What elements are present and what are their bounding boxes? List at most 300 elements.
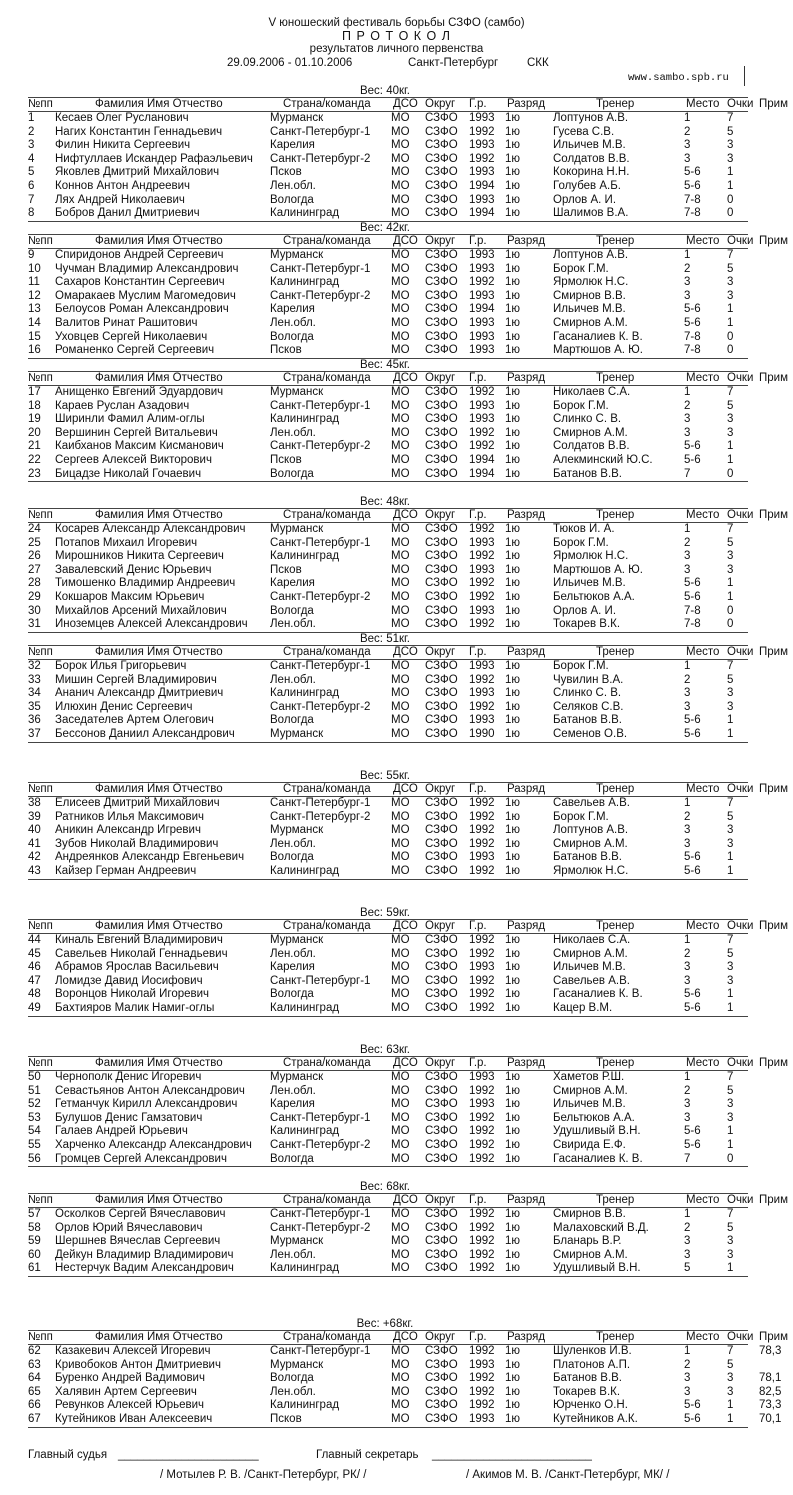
table-cell: Смирнов А.М. — [553, 1084, 628, 1097]
table-cell: СЗФО — [425, 810, 458, 823]
table-cell: Селяков С.В. — [553, 700, 624, 713]
table-row — [0, 838, 793, 852]
column-header: Страна/команда — [283, 1057, 371, 1069]
table-cell: 1 — [727, 1002, 734, 1014]
weight-section — [0, 908, 793, 1045]
table-row — [0, 180, 793, 194]
column-header: Г.р. — [469, 920, 487, 932]
column-header: ДСО — [393, 98, 418, 110]
table-cell: СЗФО — [425, 660, 458, 672]
table-cell: МО — [391, 262, 410, 275]
table-row — [0, 1153, 793, 1167]
table-cell: МО — [391, 1208, 410, 1220]
table-cell: 1ю — [505, 523, 521, 535]
table-cell: СЗФО — [425, 591, 458, 603]
column-header: Фамилия Имя Отчество — [95, 1331, 223, 1343]
table-cell: 1993 — [469, 112, 495, 124]
table-cell: СЗФО — [425, 1002, 458, 1014]
table-cell: 1ю — [505, 1345, 521, 1357]
table-cell: СЗФО — [425, 1111, 458, 1124]
table-cell: 1992 — [469, 550, 495, 563]
table-cell: 5-6 — [684, 454, 701, 466]
table-cell: 1992 — [469, 426, 495, 439]
table-cell: Михайлов Арсений Михайлович — [55, 604, 227, 617]
table-cell: 1 — [727, 728, 734, 740]
table-cell: 1993 — [469, 536, 495, 549]
table-cell: 1 — [684, 523, 691, 535]
table-cell: 2 — [684, 262, 691, 275]
table-cell: МО — [391, 851, 410, 864]
table-cell: МО — [391, 317, 410, 329]
table-cell: 1992 — [469, 440, 495, 453]
table-cell: 5 — [28, 166, 35, 179]
table-cell: 49 — [28, 1002, 41, 1014]
table-cell: 1ю — [505, 1372, 521, 1385]
table-row — [0, 1235, 793, 1249]
table-cell: 7-8 — [684, 344, 701, 357]
section-bottom-rule — [28, 1276, 748, 1277]
table-cell: Удушливый В.Н. — [553, 1262, 641, 1275]
table-cell: Шуленков И.В. — [553, 1345, 632, 1357]
table-cell: Ильичев М.В. — [553, 139, 626, 152]
table-cell: 5 — [727, 536, 734, 549]
column-header: Страна/команда — [283, 920, 371, 932]
table-cell: Калининград — [270, 276, 340, 289]
column-header: Округ — [425, 98, 456, 110]
table-cell: 1ю — [505, 467, 521, 480]
table-cell: 23 — [28, 467, 41, 480]
table-cell: 3 — [727, 961, 734, 974]
column-header: Тренер — [596, 1331, 635, 1343]
table-cell: 7 — [727, 249, 734, 261]
section-bottom-rule — [28, 1427, 748, 1428]
website-url: www.sambo.spb.ru — [628, 72, 729, 84]
table-cell: 1992 — [469, 1208, 495, 1220]
table-cell: 1993 — [469, 249, 495, 261]
table-row — [0, 139, 793, 153]
table-cell: 1ю — [505, 837, 521, 850]
table-row — [0, 851, 793, 865]
table-cell: 1 — [727, 317, 734, 329]
table-cell: 62 — [28, 1345, 41, 1357]
table-cell: СЗФО — [425, 728, 458, 740]
column-header: Разряд — [507, 372, 546, 384]
table-cell: МО — [391, 386, 410, 398]
table-cell: МО — [391, 440, 410, 453]
table-cell: МО — [391, 824, 410, 837]
weight-class-title: Вес: 68кг. — [359, 1181, 410, 1193]
table-row — [0, 811, 793, 825]
table-cell: 0 — [727, 618, 734, 631]
table-cell: 2 — [684, 1084, 691, 1097]
column-header: Разряд — [507, 1057, 546, 1069]
table-cell: Санкт-Петербург-1 — [270, 399, 371, 412]
table-cell: 1992 — [469, 618, 495, 631]
chief-secretary-name: / Акимов М. В. /Санкт-Петербург, МК/ / — [466, 1469, 670, 1481]
column-header-row — [0, 646, 793, 660]
column-header: Очки — [727, 783, 754, 795]
table-cell: СЗФО — [425, 139, 458, 152]
table-cell: 1993 — [469, 851, 495, 864]
table-cell: МО — [391, 467, 410, 480]
table-cell: МО — [391, 797, 410, 809]
table-cell: Вологда — [270, 714, 314, 727]
table-cell: 1 — [727, 1413, 734, 1425]
table-cell: 1ю — [505, 303, 521, 316]
table-cell: 1992 — [469, 125, 495, 138]
table-cell: 1992 — [469, 988, 495, 1001]
table-cell: 1 — [727, 577, 734, 590]
table-cell: 30 — [28, 604, 41, 617]
table-cell: 0 — [727, 344, 734, 357]
table-cell: 1ю — [505, 112, 521, 124]
table-cell: 1ю — [505, 1125, 521, 1138]
table-cell: МО — [391, 330, 410, 343]
column-header: Место — [686, 1194, 720, 1206]
table-cell: СЗФО — [425, 974, 458, 987]
table-cell: 56 — [28, 1152, 41, 1165]
column-header: Место — [686, 1057, 720, 1069]
table-cell: Ломидзе Давид Иосифович — [55, 974, 203, 987]
table-cell: Санкт-Петербург-1 — [270, 660, 371, 672]
table-cell: Алекминский Ю.С. — [553, 454, 653, 466]
table-cell: 1ю — [505, 714, 521, 727]
column-header: Фамилия Имя Отчество — [95, 372, 223, 384]
table-cell: 3 — [684, 700, 691, 713]
table-cell: Казакевич Алексей Игоревич — [55, 1345, 211, 1357]
table-cell: 1ю — [505, 139, 521, 152]
table-row — [0, 1098, 793, 1112]
table-cell: СЗФО — [425, 180, 458, 192]
table-cell: МО — [391, 1345, 410, 1357]
table-cell: 1ю — [505, 1084, 521, 1097]
table-cell: СЗФО — [425, 934, 458, 946]
table-cell: Лоптунов А.В. — [553, 112, 629, 124]
table-cell: 1993 — [469, 413, 495, 426]
table-cell: 3 — [727, 1111, 734, 1124]
weight-section — [0, 634, 793, 771]
table-cell: Калининград — [270, 687, 340, 700]
table-cell: МО — [391, 687, 410, 700]
column-header: Разряд — [507, 646, 546, 658]
table-cell: Николаев С.А. — [553, 386, 631, 398]
column-header: ДСО — [393, 509, 418, 521]
table-cell: МО — [391, 166, 410, 179]
weight-section — [0, 1319, 793, 1456]
table-cell: 1 — [684, 660, 691, 672]
table-cell: 1992 — [469, 1385, 495, 1398]
table-cell: Дейкун Владимир Владимирович — [55, 1248, 234, 1261]
table-cell: Санкт-Петербург-1 — [270, 797, 371, 809]
table-cell: Смирнов А.М. — [553, 317, 628, 329]
table-cell: Заседателев Артем Олегович — [55, 714, 214, 727]
table-row — [0, 166, 793, 180]
table-cell: 3 — [727, 1098, 734, 1111]
weight-class-title: Вес: 63кг. — [359, 1044, 410, 1056]
table-cell: 6 — [28, 180, 35, 192]
table-cell: Анищенко Евгений Эдуардович — [55, 386, 224, 398]
table-cell: 1 — [727, 303, 734, 316]
table-cell: 1ю — [505, 1111, 521, 1124]
table-cell: 5-6 — [684, 1002, 701, 1014]
table-cell: 1 — [727, 1125, 734, 1138]
table-cell: СЗФО — [425, 714, 458, 727]
table-cell: 1ю — [505, 180, 521, 192]
table-cell: 1ю — [505, 851, 521, 864]
table-cell: Кайзер Герман Андреевич — [55, 865, 197, 877]
table-cell: 1994 — [469, 467, 495, 480]
table-cell: МО — [391, 1152, 410, 1165]
column-header: №пп — [28, 235, 53, 247]
table-cell: Шалимов В.А. — [553, 207, 629, 220]
table-cell: 7 — [727, 112, 734, 124]
header-divider — [744, 66, 745, 86]
table-cell: 78,3 — [759, 1345, 782, 1357]
table-cell: 1992 — [469, 1111, 495, 1124]
table-cell: 1 — [684, 1345, 691, 1357]
table-cell: Коннов Антон Андреевич — [55, 180, 191, 192]
column-header: Округ — [425, 509, 456, 521]
column-header: Округ — [425, 235, 456, 247]
table-cell: Сергеев Алексей Викторович — [55, 454, 212, 466]
table-cell: 5-6 — [684, 303, 701, 316]
table-cell: Батанов В.В. — [553, 467, 623, 480]
table-cell: МО — [391, 1125, 410, 1138]
table-cell: 0 — [727, 1152, 734, 1165]
column-header: Тренер — [596, 509, 635, 521]
table-cell: Мирошников Никита Сергеевич — [55, 550, 224, 563]
column-header: ДСО — [393, 1194, 418, 1206]
table-row — [0, 728, 793, 742]
table-cell: Севастьянов Антон Александрович — [55, 1084, 245, 1097]
column-header: Очки — [727, 1057, 754, 1069]
table-row — [0, 523, 793, 537]
table-cell: 1ю — [505, 207, 521, 220]
table-cell: 2 — [684, 947, 691, 960]
table-cell: 1ю — [505, 1248, 521, 1261]
table-cell: Бельтюков А.А. — [553, 1111, 635, 1124]
table-cell: МО — [391, 577, 410, 590]
table-cell: Нагих Константин Геннадьевич — [55, 125, 223, 138]
table-cell: Батанов В.В. — [553, 851, 623, 864]
table-cell: Токарев В.К. — [553, 618, 621, 631]
table-cell: Савельев А.В. — [553, 797, 630, 809]
table-cell: 1992 — [469, 1084, 495, 1097]
table-cell: МО — [391, 152, 410, 165]
weight-class-title: Вес: 51кг. — [359, 633, 410, 645]
column-header: Тренер — [596, 783, 635, 795]
table-row — [0, 1399, 793, 1413]
table-cell: Борок Г.М. — [553, 660, 609, 672]
column-header: Г.р. — [469, 98, 487, 110]
table-cell: 36 — [28, 714, 41, 727]
table-cell: Валитов Ринат Рашитович — [55, 317, 198, 329]
column-header: ДСО — [393, 783, 418, 795]
table-cell: 15 — [28, 330, 41, 343]
table-cell: 3 — [684, 413, 691, 426]
table-cell: СЗФО — [425, 1152, 458, 1165]
table-cell: 1ю — [505, 660, 521, 672]
table-row — [0, 714, 793, 728]
table-cell: Вологда — [270, 988, 314, 1001]
table-cell: 3 — [727, 824, 734, 837]
table-cell: Малаховский В.Д. — [553, 1221, 649, 1234]
table-row — [0, 674, 793, 688]
table-cell: МО — [391, 303, 410, 316]
section-bottom-rule — [28, 879, 748, 880]
table-cell: 4 — [28, 152, 35, 165]
column-header: Страна/команда — [283, 235, 371, 247]
table-cell: 0 — [727, 467, 734, 480]
table-cell: 1992 — [469, 673, 495, 686]
table-cell: 1992 — [469, 810, 495, 823]
table-cell: СЗФО — [425, 988, 458, 1001]
column-header: Страна/команда — [283, 646, 371, 658]
table-cell: Вологда — [270, 1372, 314, 1385]
chief-secretary-label: Главный секретарь — [316, 1449, 419, 1461]
table-cell: 1993 — [469, 1098, 495, 1111]
table-cell: СЗФО — [425, 1262, 458, 1275]
table-cell: МО — [391, 289, 410, 302]
table-cell: Калининград — [270, 1262, 340, 1275]
table-cell: Карелия — [270, 1098, 315, 1111]
table-cell: 1992 — [469, 1248, 495, 1261]
table-cell: 1ю — [505, 728, 521, 740]
column-header: Фамилия Имя Отчество — [95, 509, 223, 521]
table-row — [0, 824, 793, 838]
table-cell: 1 — [727, 180, 734, 192]
table-cell: 1993 — [469, 317, 495, 329]
table-cell: 32 — [28, 660, 41, 672]
table-cell: 40 — [28, 824, 41, 837]
table-cell: 1994 — [469, 207, 495, 220]
column-header: Фамилия Имя Отчество — [95, 646, 223, 658]
table-cell: 1992 — [469, 577, 495, 590]
table-cell: 1992 — [469, 1125, 495, 1138]
table-cell: Санкт-Петербург-2 — [270, 700, 371, 713]
table-cell: СЗФО — [425, 618, 458, 631]
column-header: Прим — [759, 920, 788, 932]
column-header: Округ — [425, 920, 456, 932]
column-header: Место — [686, 98, 720, 110]
table-cell: 48 — [28, 988, 41, 1001]
document-header — [0, 17, 793, 56]
column-header: Место — [686, 1331, 720, 1343]
table-cell: СЗФО — [425, 399, 458, 412]
table-row — [0, 948, 793, 962]
table-cell: 5 — [684, 1262, 691, 1275]
document-subtitle: результатов личного первенства — [309, 43, 484, 55]
table-cell: Смирнов В.В. — [553, 1208, 626, 1220]
chief-judge-label: Главный судья — [28, 1449, 108, 1461]
table-cell: 1 — [727, 1399, 734, 1412]
table-cell: 20 — [28, 426, 41, 439]
table-cell: МО — [391, 810, 410, 823]
table-cell: Нифтуллаев Искандер Рафаэльевич — [55, 152, 253, 165]
column-header: Прим — [759, 372, 788, 384]
table-cell: 1992 — [469, 865, 495, 877]
table-cell: 22 — [28, 454, 41, 466]
column-header: Г.р. — [469, 509, 487, 521]
table-cell: СЗФО — [425, 467, 458, 480]
table-cell: 1ю — [505, 193, 521, 206]
column-header: №пп — [28, 372, 53, 384]
table-cell: 1993 — [469, 399, 495, 412]
table-row — [0, 1071, 793, 1085]
column-header: Округ — [425, 783, 456, 795]
table-cell: 1ю — [505, 440, 521, 453]
table-cell: Лен.обл. — [270, 1084, 316, 1097]
table-row — [0, 564, 793, 578]
table-cell: Мурманск — [270, 1235, 324, 1248]
table-cell: Бобров Данил Дмитриевич — [55, 207, 200, 220]
column-header: Тренер — [596, 920, 635, 932]
table-cell: 55 — [28, 1139, 41, 1151]
table-cell: 1993 — [469, 289, 495, 302]
table-cell: 7 — [727, 1071, 734, 1083]
table-cell: МО — [391, 550, 410, 563]
table-cell: 1ю — [505, 947, 521, 960]
table-cell: 7-8 — [684, 193, 701, 206]
table-cell: Булушов Денис Гамзатович — [55, 1111, 203, 1124]
table-cell: СЗФО — [425, 193, 458, 206]
table-cell: 3 — [727, 837, 734, 850]
table-cell: 3 — [684, 152, 691, 165]
table-cell: СЗФО — [425, 1385, 458, 1398]
table-cell: 1ю — [505, 810, 521, 823]
column-header: №пп — [28, 1057, 53, 1069]
table-cell: Солдатов В.В. — [553, 440, 630, 453]
table-row — [0, 618, 793, 632]
table-cell: 1 — [727, 988, 734, 1001]
table-row — [0, 207, 793, 221]
table-cell: Гасаналиев К. В. — [553, 330, 643, 343]
table-cell: Мурманск — [270, 112, 324, 124]
event-city: Санкт-Петербург — [408, 57, 499, 69]
table-cell: Санкт-Петербург-2 — [270, 152, 371, 165]
table-cell: 1992 — [469, 1399, 495, 1412]
column-header: Округ — [425, 646, 456, 658]
table-row — [0, 290, 793, 304]
table-cell: СЗФО — [425, 550, 458, 563]
table-cell: МО — [391, 934, 410, 946]
column-header: Очки — [727, 372, 754, 384]
table-row — [0, 194, 793, 208]
table-cell: 5-6 — [684, 1399, 701, 1412]
table-cell: 1ю — [505, 399, 521, 412]
table-cell: Кутейников А.К. — [553, 1413, 638, 1425]
table-cell: СЗФО — [425, 454, 458, 466]
table-cell: МО — [391, 1139, 410, 1151]
table-cell: Вологда — [270, 467, 314, 480]
table-cell: 1993 — [469, 344, 495, 357]
table-cell: МО — [391, 523, 410, 535]
table-cell: Вологда — [270, 604, 314, 617]
table-cell: Мурманск — [270, 523, 324, 535]
table-row — [0, 276, 793, 290]
table-cell: 8 — [28, 207, 35, 220]
table-cell: 44 — [28, 934, 41, 946]
table-cell: 7 — [727, 1345, 734, 1357]
column-header: ДСО — [393, 1331, 418, 1343]
table-cell: МО — [391, 112, 410, 124]
table-cell: Киналь Евгений Владимирович — [55, 934, 223, 946]
table-cell: Завалевский Денис Юрьевич — [55, 563, 212, 576]
table-cell: 7 — [684, 1152, 691, 1165]
table-cell: 1993 — [469, 961, 495, 974]
weight-class-title: Вес: 40кг. — [359, 85, 410, 97]
table-cell: 3 — [684, 974, 691, 987]
